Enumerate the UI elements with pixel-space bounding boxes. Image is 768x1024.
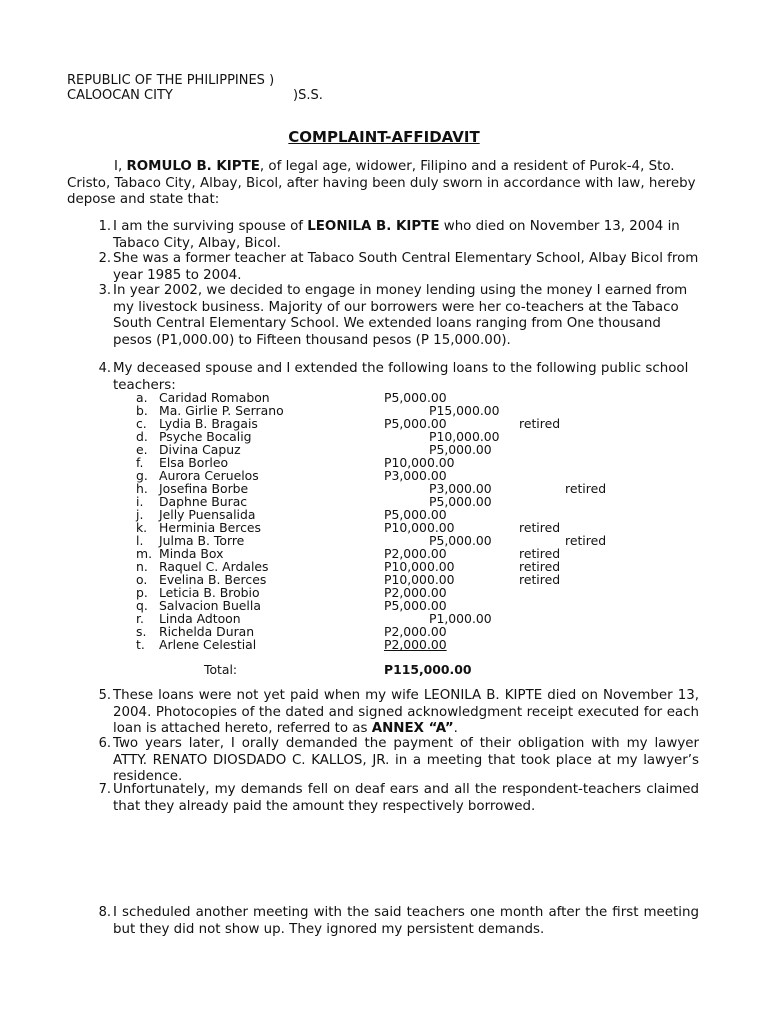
loan-amount: P5,000.00 bbox=[384, 598, 447, 613]
loan-borrower: Jelly Puensalida bbox=[159, 507, 256, 522]
item-1: I am the surviving spouse of LEONILA B. KIPTE who died on November 13, 2004 in Tabaco City, Albay, Bicol. bbox=[113, 219, 680, 251]
loan-amount: P2,000.00 bbox=[384, 546, 447, 561]
loan-amount: P10,000.00 bbox=[384, 455, 455, 470]
loan-borrower: Josefina Borbe bbox=[159, 481, 249, 496]
loan-amount: P5,000.00 bbox=[384, 390, 447, 405]
item-number: 1. bbox=[98, 219, 111, 234]
item-5: These loans were not yet paid when my wife LEONILA B. KIPTE died on November 13, 2004. Photocopies of the dated and signed acknowledgment receipt executed for each loan is attached hereto, referred to as ANNEX “A”. bbox=[113, 688, 699, 736]
loan-letter: r. bbox=[136, 611, 144, 626]
loan-amount: P5,000.00 bbox=[429, 494, 492, 509]
loan-amount: P1,000.00 bbox=[429, 611, 492, 626]
loan-row bbox=[0, 638, 768, 651]
item-4: My deceased spouse and I extended the following loans to the following public school teachers: bbox=[113, 361, 689, 393]
loan-status: retired bbox=[519, 572, 561, 587]
loan-row bbox=[0, 469, 768, 482]
loan-borrower: Leticia B. Brobio bbox=[159, 585, 260, 600]
loan-amount: P15,000.00 bbox=[429, 403, 500, 418]
loan-borrower: Herminia Berces bbox=[159, 520, 261, 535]
loan-letter: b. bbox=[136, 403, 148, 418]
loan-amount: P2,000.00 bbox=[384, 637, 447, 652]
loan-status: retired bbox=[519, 559, 561, 574]
intro-text: , of legal age, widower, Filipino and a resident of Purok-4, Sto. Cristo, Tabaco City, Albay, Bicol, after having been duly sworn in accordance with law, hereby depose and state that: bbox=[67, 159, 696, 207]
loan-borrower: Divina Capuz bbox=[159, 442, 241, 457]
loan-letter: s. bbox=[136, 624, 147, 639]
loan-amount: P2,000.00 bbox=[384, 585, 447, 600]
loan-letter: c. bbox=[136, 416, 147, 431]
affiant-name: ROMULO B. KIPTE bbox=[126, 159, 260, 174]
annex-label: ANNEX “A” bbox=[371, 721, 454, 736]
loan-borrower: Minda Box bbox=[159, 546, 224, 561]
loan-borrower: Lydia B. Bragais bbox=[159, 416, 258, 431]
item-number: 5. bbox=[98, 688, 111, 703]
loan-letter: d. bbox=[136, 429, 148, 444]
loan-status: retired bbox=[519, 546, 561, 561]
loan-borrower: Arlene Celestial bbox=[159, 637, 257, 652]
document-title: COMPLAINT-AFFIDAVIT bbox=[288, 128, 480, 146]
loan-letter: e. bbox=[136, 442, 148, 457]
loan-amount: P10,000.00 bbox=[384, 559, 455, 574]
loan-amount: P5,000.00 bbox=[429, 442, 492, 457]
loan-letter: k. bbox=[136, 520, 148, 535]
loan-letter: g. bbox=[136, 468, 148, 483]
item-number: 6. bbox=[98, 736, 111, 751]
loan-amount: P5,000.00 bbox=[384, 507, 447, 522]
loan-borrower: Linda Adtoon bbox=[159, 611, 241, 626]
item-3: In year 2002, we decided to engage in money lending using the money I earned from my livestock business. Majority of our borrowers were her co-teachers at the Tabaco South Central Elementary School. We extended loans ranging from One thousand pesos (P1,000.00) to Fifteen thousand pesos (P 15,000.00). bbox=[113, 283, 688, 348]
intro-paragraph bbox=[67, 159, 699, 209]
item-number: 7. bbox=[98, 782, 111, 797]
loan-letter: o. bbox=[136, 572, 148, 587]
loan-letter: f. bbox=[136, 455, 144, 470]
loan-letter: h. bbox=[136, 481, 148, 496]
spouse-name: LEONILA B. KIPTE bbox=[307, 219, 440, 234]
loan-amount: P10,000.00 bbox=[429, 429, 500, 444]
loan-borrower: Evelina B. Berces bbox=[159, 572, 267, 587]
loan-letter: l. bbox=[136, 533, 144, 548]
loan-borrower: Richelda Duran bbox=[159, 624, 255, 639]
loan-borrower: Raquel C. Ardales bbox=[159, 559, 269, 574]
item-6: Two years later, I orally demanded the payment of their obligation with my lawyer ATTY. RENATO DIOSDADO C. KALLOS, JR. in a meeting that took place at my lawyer’s residence. bbox=[113, 736, 699, 784]
loan-letter: q. bbox=[136, 598, 148, 613]
loan-borrower: Psyche Bocalig bbox=[159, 429, 252, 444]
loan-borrower: Elsa Borleo bbox=[159, 455, 229, 470]
loan-amount: P5,000.00 bbox=[384, 416, 447, 431]
total-label: Total: bbox=[204, 662, 238, 677]
item-number: 3. bbox=[98, 283, 111, 298]
loan-amount: P3,000.00 bbox=[384, 468, 447, 483]
intro-prefix: I, bbox=[114, 159, 123, 174]
header-ss: )S.S. bbox=[293, 88, 323, 103]
item-number: 4. bbox=[98, 361, 111, 376]
loan-letter: i. bbox=[136, 494, 144, 509]
loan-amount: P10,000.00 bbox=[384, 572, 455, 587]
loan-amount: P2,000.00 bbox=[384, 624, 447, 639]
header-republic: REPUBLIC OF THE PHILIPPINES ) bbox=[67, 73, 275, 88]
loan-amount: P10,000.00 bbox=[384, 520, 455, 535]
loan-status: retired bbox=[519, 520, 561, 535]
header-city: CALOOCAN CITY bbox=[67, 88, 173, 103]
loan-borrower: Ma. Girlie P. Serrano bbox=[159, 403, 284, 418]
loan-total-row bbox=[0, 663, 768, 676]
loan-letter: n. bbox=[136, 559, 148, 574]
loan-row bbox=[0, 521, 768, 534]
item-number: 2. bbox=[98, 251, 111, 266]
loan-letter: p. bbox=[136, 585, 148, 600]
loan-status: retired bbox=[565, 533, 607, 548]
loan-borrower: Caridad Romabon bbox=[159, 390, 270, 405]
loan-letter: j. bbox=[136, 507, 144, 522]
header-city-line bbox=[67, 88, 323, 103]
loan-row bbox=[0, 482, 768, 495]
loan-letter: t. bbox=[136, 637, 145, 652]
loan-letter: m. bbox=[136, 546, 153, 561]
item-2: She was a former teacher at Tabaco South Central Elementary School, Albay Bicol from year 1985 to 2004. bbox=[113, 251, 699, 283]
loan-amount: P5,000.00 bbox=[429, 533, 492, 548]
item-number: 8. bbox=[98, 905, 111, 920]
loan-borrower: Salvacion Buella bbox=[159, 598, 261, 613]
loan-status: retired bbox=[565, 481, 607, 496]
loan-row bbox=[0, 391, 768, 404]
loan-status: retired bbox=[519, 416, 561, 431]
loan-borrower: Daphne Burac bbox=[159, 494, 248, 509]
total-amount: P115,000.00 bbox=[384, 662, 472, 677]
item-8: I scheduled another meeting with the said teachers one month after the first meeting but they did not show up. They ignored my persistent demands. bbox=[113, 905, 699, 937]
loan-borrower: Aurora Ceruelos bbox=[159, 468, 259, 483]
loan-row bbox=[0, 599, 768, 612]
loan-borrower: Julma B. Torre bbox=[159, 533, 245, 548]
item-7: Unfortunately, my demands fell on deaf ears and all the respondent-teachers claimed that they already paid the amount they respectively borrowed. bbox=[113, 782, 699, 814]
loan-row bbox=[0, 417, 768, 430]
loan-row bbox=[0, 430, 768, 443]
loan-amount: P3,000.00 bbox=[429, 481, 492, 496]
loan-letter: a. bbox=[136, 390, 148, 405]
